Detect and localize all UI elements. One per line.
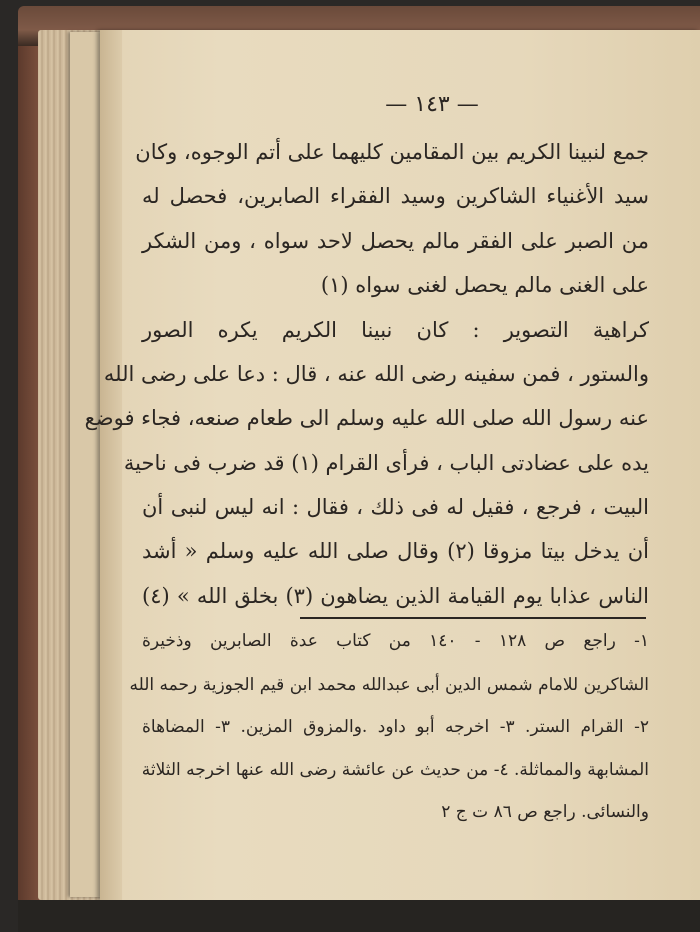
footnote-line: ١- راجع ص ١٢٨ - ١٤٠ من كتاب عدة الصابرين وذخيرة — [142, 631, 649, 651]
body-line: عنه رسول الله صلى الله عليه وسلم الى طعام صنعه، فجاء فوضع — [84, 406, 649, 430]
footnote-line: والنسائى. راجع ص ٨٦ ت ج ٢ — [441, 802, 649, 822]
body-line: من الصبر على الفقر مالم يحصل لاحد سواه ، ومن الشكر — [142, 229, 649, 253]
body-line: جمع لنبينا الكريم بين المقامين كليهما على أتم الوجوه، وكان — [135, 140, 649, 164]
footnote-line: ٢- القرام الستر. ٣- اخرجه أبو داود .والمزوق المزين. ٣- المضاهاة — [142, 717, 649, 737]
body-line: على الغنى مالم يحصل لغنى سواه (١) — [320, 273, 649, 297]
page-number: — ١٤٣ — — [385, 92, 479, 117]
body-line: يده على عضادتى الباب ، فرأى القرام (١) قد ضرب فى ناحية — [123, 451, 649, 475]
body-line: الناس عذابا يوم القيامة الذين يضاهون (٣) بخلق الله » (٤) — [142, 584, 649, 608]
section-heading-line: كراهية التصوير : كان نبينا الكريم يكره الصور — [142, 318, 649, 342]
bottom-shadow — [18, 900, 700, 932]
footnote-line: الشاكرين للامام شمس الدين أبى عبدالله محمد ابن قيم الجوزية رحمه الله — [129, 675, 649, 695]
body-line: والستور ، فمن سفينه رضى الله عنه ، قال : دعا على رضى الله — [103, 362, 649, 386]
footnote-line: المشابهة والمماثلة. ٤- من حديث عن عائشة رضى الله عنها اخرجه الثلاثة — [141, 760, 649, 780]
footnote-divider — [300, 617, 646, 619]
body-line: البيت ، فرجع ، فقيل له فى ذلك ، فقال : انه ليس لنبى أن — [142, 495, 649, 519]
body-line: أن يدخل بيتا مزوقا (٢) وقال صلى الله عليه وسلم « أشد — [142, 539, 650, 563]
body-line: سيد الأغنياء الشاكرين وسيد الفقراء الصابرين، فحصل له — [142, 184, 649, 208]
page-gutter — [100, 30, 122, 900]
